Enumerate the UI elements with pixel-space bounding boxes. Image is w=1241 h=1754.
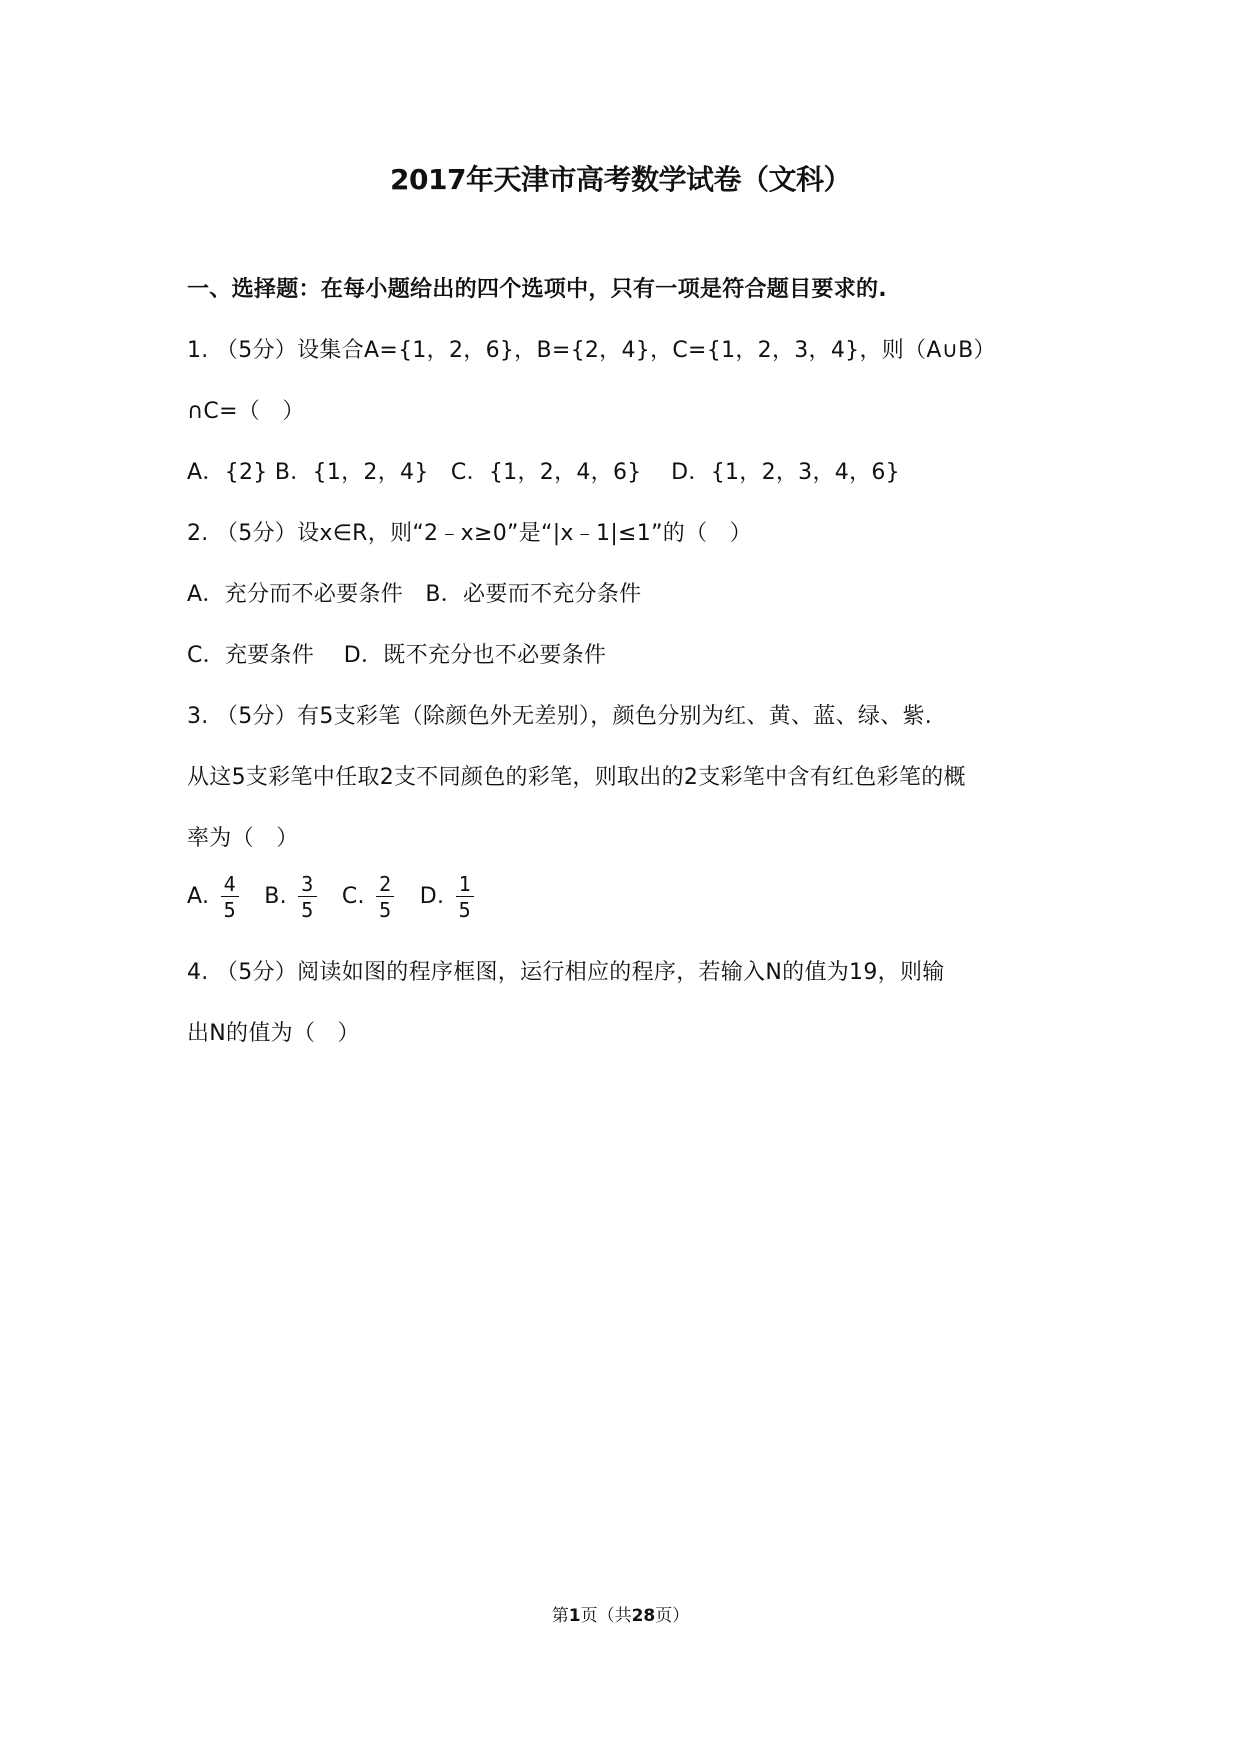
question-1-line-1 [187, 333, 996, 364]
question-points: （5分） [215, 521, 298, 546]
option-c: C. $\frac{2}{5}$ [342, 884, 406, 909]
question-3-options [187, 874, 492, 920]
question-3-line-2: 从这5支彩笔中任取2支不同颜色的彩笔，则取出的2支彩笔中含有红色彩笔的概 [187, 765, 966, 790]
question-number: 2. [187, 521, 209, 546]
question-number: 1. [187, 338, 209, 363]
question-points: （5分） [215, 960, 298, 985]
fraction: $\frac{3}{5}$ [298, 874, 316, 920]
question-number: 3. [187, 704, 209, 729]
question-2-line-1 [187, 516, 752, 547]
question-points: （5分） [215, 338, 298, 363]
section-heading: 一、选择题：在每小题给出的四个选项中，只有一项是符合题目要求的. [187, 277, 887, 302]
question-points: （5分） [215, 704, 298, 729]
option-d: D. $\frac{1}{5}$ [420, 884, 478, 909]
question-4-line-2: 出N的值为（ ） [187, 1021, 360, 1046]
question-2-options-2: C．充要条件 D．既不充分也不必要条件 [187, 643, 607, 668]
fraction: $\frac{4}{5}$ [221, 874, 239, 920]
question-text: 设集合A={1，2，6}，B={2，4}，C={1，2，3，4}，则（A∪B） [297, 338, 996, 363]
question-text: 阅读如图的程序框图，运行相应的程序，若输入N的值为19，则输 [297, 960, 945, 985]
fraction: $\frac{1}{5}$ [456, 874, 474, 920]
total-pages: 28 [631, 1606, 656, 1626]
page-number: 1 [568, 1606, 581, 1626]
question-1-options: A．{2} B．{1，2，4} C．{1，2，4，6} D．{1，2，3，4，6} [187, 460, 900, 485]
page-footer: 第1页（共28页） [551, 1606, 690, 1626]
question-1-line-2: ∩C=（ ） [187, 399, 305, 424]
question-number: 4. [187, 960, 209, 985]
fraction: $\frac{2}{5}$ [376, 874, 394, 920]
question-3-line-3: 率为（ ） [187, 826, 299, 851]
question-4-line-1 [187, 955, 945, 986]
question-2-options-1: A．充分而不必要条件 B．必要而不充分条件 [187, 582, 642, 607]
question-text: 有5支彩笔（除颜色外无差别），颜色分别为红、黄、蓝、绿、紫. [297, 704, 933, 729]
question-text: 设x∈R，则“2﹣x≥0”是“|x﹣1|≤1”的（ ） [297, 521, 752, 546]
question-3-line-1 [187, 699, 932, 730]
document-title: 2017年天津市高考数学试卷（文科） [390, 163, 851, 196]
option-a: A. $\frac{4}{5}$ [187, 884, 250, 909]
option-b: B. $\frac{3}{5}$ [264, 884, 328, 909]
